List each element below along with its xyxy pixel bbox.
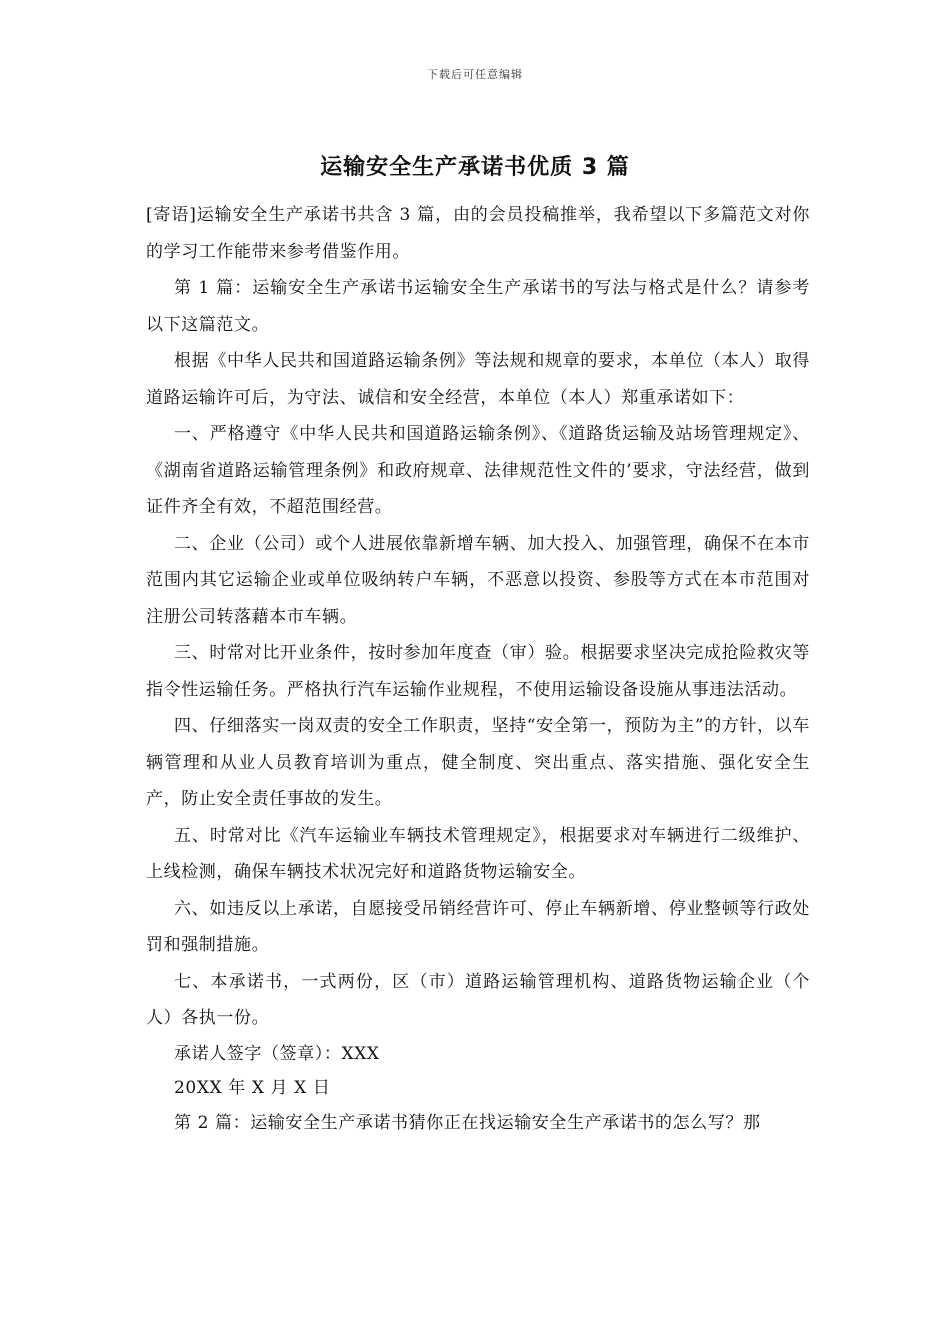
paragraph-foreword: [寄语]运输安全生产承诺书共含 3 篇，由的会员投稿推举，我希望以下多篇范文对你的学习工作能带来参考借鉴作用。 [146,205,810,262]
paragraph-clause-6: 六、如违反以上承诺，自愿接受吊销经营许可、停止车辆新增、停业整顿等行政处罚和强制措施。 [146,898,810,955]
paragraph-article-1-intro: 第 1 篇：运输安全生产承诺书运输安全生产承诺书的写法与格式是什么？请参考以下这篇范文。 [146,278,810,335]
document-body [146,197,810,1141]
paragraph-clause-7: 七、本承诺书，一式两份，区（市）道路运输管理机构、道路货物运输企业（个人）各执一份。 [146,971,810,1028]
document-title: 运输安全生产承诺书优质 3 篇 [320,155,630,180]
paragraph-clause-4: 四、仔细落实一岗双责的安全工作职责，坚持“安全第一，预防为主”的方针，以车辆管理和从业人员教育培训为重点，健全制度、突出重点、落实措施、强化安全生产，防止安全责任事故的发生。 [146,716,810,809]
paragraph-clause-3: 三、时常对比开业条件，按时参加年度查（审）验。根据要求坚决完成抢险救灾等指令性运输任务。严格执行汽车运输作业规程，不使用运输设备设施从事违法活动。 [146,643,810,700]
paragraph-article-2-intro: 第 2 篇：运输安全生产承诺书猜你正在找运输安全生产承诺书的怎么写？那 [174,1112,761,1133]
paragraph-clause-2: 二、企业（公司）或个人进展依靠新增车辆、加大投入、加强管理，确保不在本市范围内其它运输企业或单位吸纳转户车辆，不恶意以投资、参股等方式在本市范围对注册公司转落藉本市车辆。 [146,533,810,627]
paragraph-clause-1: 一、严格遵守《中华人民共和国道路运输条例》、《道路货运输及站场管理规定》、《湖南省道路运输管理条例》和政府规章、法律规范性文件的’要求，守法经营，做到证件齐全有效，不超范围经营。 [146,424,810,517]
signature-line: 承诺人签字（签章）：XXX [174,1043,380,1064]
paragraph-clause-5: 五、时常对比《汽车运输业车辆技术管理规定》，根据要求对车辆进行二级维护、上线检测，确保车辆技术状况完好和道路货物运输安全。 [146,825,810,882]
paragraph-preamble: 根据《中华人民共和国道路运输条例》等法规和规章的要求，本单位（本人）取得道路运输许可后，为守法、诚信和安全经营，本单位（本人）郑重承诺如下： [146,351,810,408]
date-line: 20XX 年 X 月 X 日 [174,1077,331,1098]
page-header-note: 下载后可任意编辑 [427,68,523,81]
